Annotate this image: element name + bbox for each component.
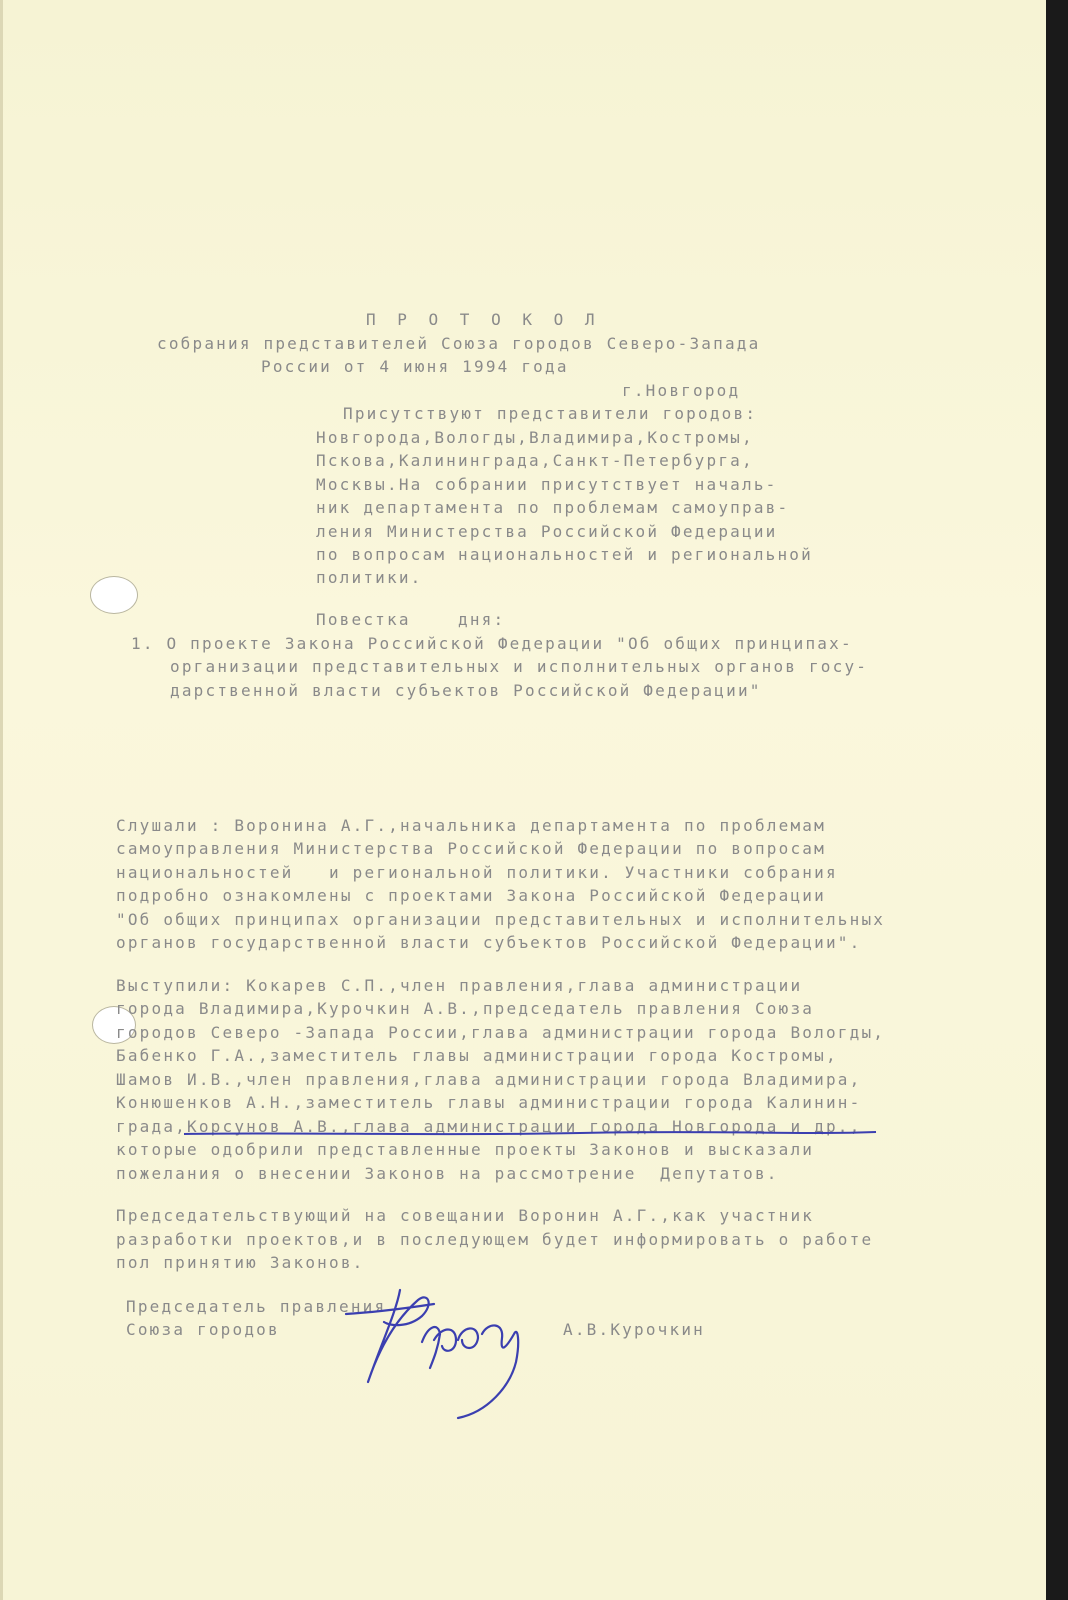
handwritten-signature bbox=[338, 1282, 538, 1422]
agenda-heading: Повестка дня: bbox=[316, 610, 506, 629]
attendance-line: Присутствуют представители городов: bbox=[343, 404, 758, 423]
document-subtitle-line2: России от 4 июня 1994 года bbox=[261, 357, 569, 376]
heard-line: самоуправления Министерства Российской Федерации по вопросам bbox=[116, 839, 826, 858]
ink-underline bbox=[180, 1128, 880, 1140]
scan-background bbox=[1046, 0, 1068, 1600]
signature-role: Союза городов bbox=[126, 1320, 280, 1339]
heard-line: "Об общих принципах организации представительных и исполнительных bbox=[116, 910, 886, 929]
spoke-line: града,Корсунов А.В.,глава администрации города Новгорода и др., bbox=[116, 1117, 862, 1136]
spoke-line: Бабенко Г.А.,заместитель главы администрации города Костромы, bbox=[116, 1046, 838, 1065]
attendance-line: по вопросам национальностей и региональной bbox=[316, 545, 813, 564]
attendance-line: Новгорода,Вологды,Владимира,Костромы, bbox=[316, 428, 754, 447]
agenda-item-line: дарственной власти субъектов Российской Федерации" bbox=[170, 681, 762, 700]
spoke-line: городов Северо -Запада России,глава администрации города Вологды, bbox=[116, 1023, 886, 1042]
signature-role: Председатель правления bbox=[126, 1297, 387, 1316]
agenda-item-line: 1. О проекте Закона Российской Федерации "Об общих принципах- bbox=[131, 634, 853, 653]
heard-line: национальностей и региональной политики. Участники собрания bbox=[116, 863, 838, 882]
spoke-line: города Владимира,Курочкин А.В.,председатель правления Союза bbox=[116, 999, 815, 1018]
chair-line: разработки проектов,и в последующем будет информировать о работе bbox=[116, 1230, 874, 1249]
paper-left-edge bbox=[0, 0, 3, 1600]
spoke-line: пожелания о внесении Законов на рассмотрение Депутатов. bbox=[116, 1164, 779, 1183]
chair-line: Председательствующий на совещании Воронин А.Г.,как участник bbox=[116, 1206, 815, 1225]
spoke-line: которые одобрили представленные проекты Законов и высказали bbox=[116, 1140, 815, 1159]
document-subtitle-line1: собрания представителей Союза городов Северо-Запада bbox=[157, 334, 761, 353]
heard-line: органов государственной власти субъектов Российской Федерации". bbox=[116, 933, 862, 952]
attendance-line: Пскова,Калининграда,Санкт-Петербурга, bbox=[316, 451, 754, 470]
punch-hole-top bbox=[90, 576, 138, 614]
spoke-line: Конюшенков А.Н.,заместитель главы администрации города Калинин- bbox=[116, 1093, 862, 1112]
attendance-line: ник департамента по проблемам самоуправ- bbox=[316, 498, 790, 517]
attendance-line: ления Министерства Российской Федерации bbox=[316, 522, 778, 541]
heard-line: Слушали : Воронина А.Г.,начальника департамента по проблемам bbox=[116, 816, 826, 835]
heard-line: подробно ознакомлены с проектами Закона Российской Федерации bbox=[116, 886, 826, 905]
spoke-line: Шамов И.В.,член правления,глава администрации города Владимира, bbox=[116, 1070, 862, 1089]
attendance-line: Москвы.На собрании присутствует началь- bbox=[316, 475, 778, 494]
attendance-line: политики. bbox=[316, 568, 423, 587]
document-title: П Р О Т О К О Л bbox=[366, 310, 601, 329]
agenda-item-line: организации представительных и исполнительных органов госу- bbox=[170, 657, 869, 676]
chair-line: пол принятию Законов. bbox=[116, 1253, 365, 1272]
spoke-line: Выступили: Кокарев С.П.,член правления,глава администрации bbox=[116, 976, 803, 995]
signature-name: А.В.Курочкин bbox=[563, 1320, 705, 1339]
document-place: г.Новгород bbox=[622, 381, 741, 400]
